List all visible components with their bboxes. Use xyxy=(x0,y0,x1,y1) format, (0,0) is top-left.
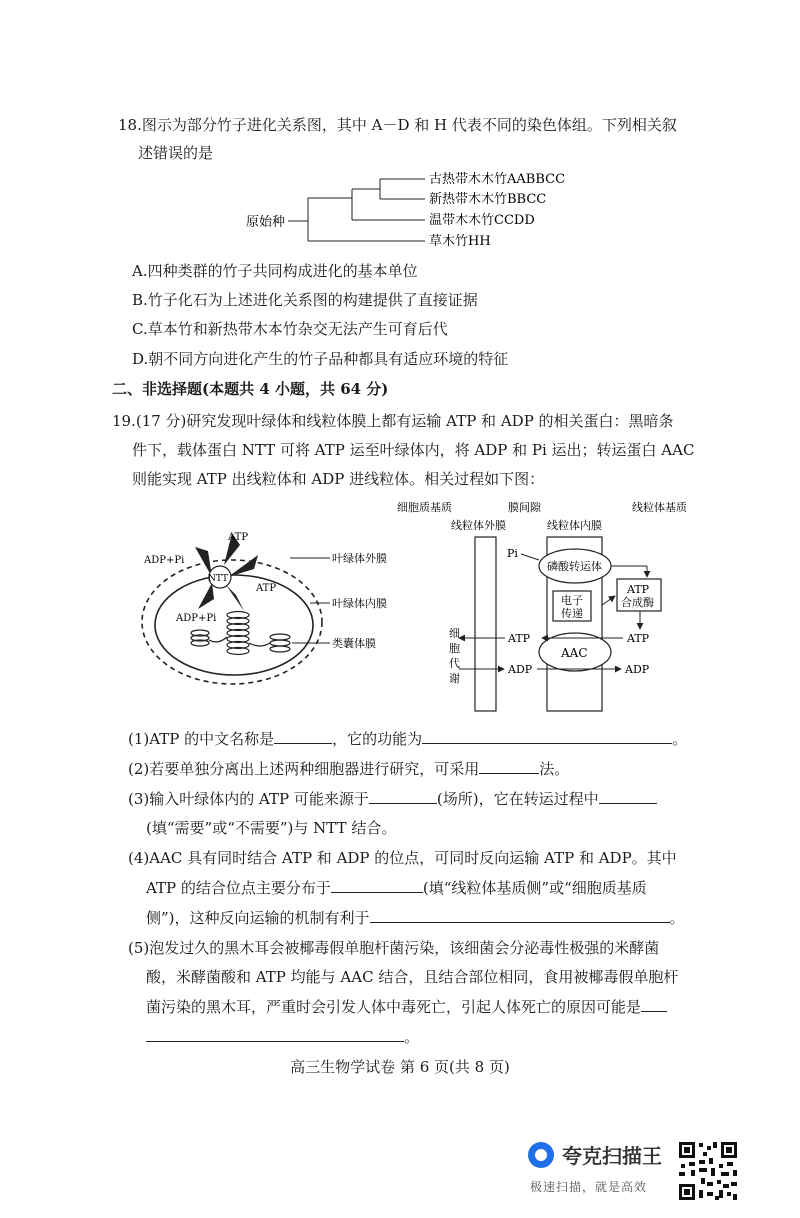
blank-3b[interactable] xyxy=(599,789,657,804)
blank-1b[interactable] xyxy=(422,729,672,744)
blank-5b[interactable] xyxy=(146,1027,404,1042)
q19-sub5-line4: 。 xyxy=(146,1026,419,1047)
mito-inner-membrane-label: 线粒体内膜 xyxy=(547,519,602,532)
outer-membrane-band xyxy=(475,537,496,711)
ntt-label: NTT xyxy=(208,574,229,584)
atp-synthase-label-1: ATP xyxy=(627,583,650,596)
thylakoid-membrane-label: 类囊体膜 xyxy=(332,637,376,650)
atp-intermembrane-label: ATP xyxy=(508,632,531,645)
blank-5a[interactable] xyxy=(641,997,667,1012)
q19-sub4-line2: ATP 的结合位点主要分布于 (填“线粒体基质侧”或“细胞质基质 xyxy=(146,879,647,897)
section-heading: 二、非选择题(本题共 4 小题，共 64 分) xyxy=(112,380,389,398)
adp-intermembrane-label: ADP xyxy=(508,663,533,676)
atp-matrix-label: ATP xyxy=(627,632,650,645)
q19-sub5-line2: 酸，米酵菌酸和 ATP 均能与 AAC 结合，且结合部位相同，食用被椰毒假单胞杆 xyxy=(146,968,679,986)
tree-leaf-4: 草木竹HH xyxy=(429,234,491,249)
cell-metabolism-label xyxy=(449,627,460,685)
adp-pi-outside-label: ADP+Pi xyxy=(144,555,185,566)
q19-sub1: (1)ATP 的中文名称是 ，它的功能为 。 xyxy=(128,730,688,748)
adp-pi-inside-label: ADP+Pi xyxy=(176,613,217,624)
q19-sub4-line3: 侧”)，这种反向运输的机制有利于 。 xyxy=(146,909,685,927)
mito-matrix-label: 线粒体基质 xyxy=(632,501,687,514)
svg-text:胞: 胞 xyxy=(449,642,460,655)
blank-4b[interactable] xyxy=(370,908,670,923)
q19-sub3-line1: (3)输入叶绿体内的 ATP 可能来源于 (场所)，它在转运过程中 xyxy=(128,788,657,809)
blank-4a[interactable] xyxy=(331,878,423,893)
mito-outer-membrane-label: 线粒体外膜 xyxy=(451,519,506,532)
electron-label-1: 电子 xyxy=(561,594,583,607)
tree-leaf-1: 古热带木木竹AABBCC xyxy=(429,172,566,187)
q19-sub4-line1: (4)AAC 具有同时结合 ATP 和 ADP 的位点，可同时反向运输 ATP 和 ADP。其中 xyxy=(128,849,677,867)
q18-option-a: A.四种类群的竹子共同构成进化的基本单位 xyxy=(132,262,418,280)
q19-sub5-line3: 菌污染的黑木耳，严重时会引发人体中毒死亡，引起人体死亡的原因可能是 xyxy=(146,996,667,1017)
svg-text:谢: 谢 xyxy=(449,672,460,685)
scanner-logo-icon xyxy=(528,1142,554,1168)
chloroplast-outer-membrane-label: 叶绿体外膜 xyxy=(332,552,387,565)
blank-1a[interactable] xyxy=(274,729,332,744)
q18-option-c: C.草本竹和新热带木本竹杂交无法产生可育后代 xyxy=(132,320,448,338)
atp-synthase-label-2: 合成酶 xyxy=(621,596,654,609)
q19-sub3-line2: (填“需要”或“不需要”)与 NTT 结合。 xyxy=(146,819,397,837)
q19-sub5-line1: (5)泡发过久的黑木耳会被椰毒假单胞杆菌污染，该细菌会分泌毒性极强的米酵菌 xyxy=(128,939,660,957)
scanner-tagline: 极速扫描，就是高效 xyxy=(530,1180,648,1194)
qr-code-icon xyxy=(677,1140,739,1202)
blank-2[interactable] xyxy=(479,759,539,774)
page-footer: 高三生物学试卷 第 6 页(共 8 页) xyxy=(290,1058,510,1076)
phylogenetic-tree xyxy=(240,168,600,254)
q19-sub2: (2)若要单独分离出上述两种细胞器进行研究，可采用 法。 xyxy=(128,760,570,778)
tree-leaf-2: 新热带木木竹BBCC xyxy=(429,192,547,207)
svg-text:细: 细 xyxy=(449,627,460,640)
adp-matrix-label: ADP xyxy=(625,663,650,676)
q19-intro-line3: 则能实现 ATP 出线粒体和 ADP 进线粒体。相关过程如下图： xyxy=(132,470,545,488)
mitochondrion-diagram xyxy=(395,497,700,717)
q19-intro-line2: 件下，载体蛋白 NTT 可将 ATP 运至叶绿体内，将 ADP 和 Pi 运出；转运蛋白 AAC xyxy=(132,441,695,459)
aac-label: AAC xyxy=(561,646,588,660)
atp-inside-label: ATP xyxy=(256,583,277,594)
tree-leaf-3: 温带木木竹CCDD xyxy=(429,213,535,228)
svg-text:代: 代 xyxy=(449,657,460,670)
q18-option-d: D.朝不同方向进化产生的竹子品种都具有适应环境的特征 xyxy=(132,350,509,368)
electron-label-2: 传递 xyxy=(561,607,583,620)
tree-root-label: 原始种 xyxy=(246,215,286,230)
scanner-brand-name: 夸克扫描王 xyxy=(562,1144,662,1168)
phosphate-transporter-label: 磷酸转运体 xyxy=(547,560,602,573)
intermembrane-space-label: 膜间隙 xyxy=(508,501,541,514)
chloroplast-inner-membrane-label: 叶绿体内膜 xyxy=(332,597,387,610)
pi-label: Pi xyxy=(507,547,518,560)
atp-outside-label: ATP xyxy=(228,532,249,543)
q18-option-b: B.竹子化石为上述进化关系图的构建提供了直接证据 xyxy=(132,291,478,309)
q19-intro-line1: 19.(17 分)研究发现叶绿体和线粒体膜上都有运输 ATP 和 ADP 的相关蛋白：黑暗条 xyxy=(112,412,674,430)
blank-3a[interactable] xyxy=(369,789,437,804)
q18-stem-line2: 述错误的是 xyxy=(138,144,214,162)
cytoplasm-matrix-label: 细胞质基质 xyxy=(397,501,452,514)
q18-stem-line1: 18.图示为部分竹子进化关系图，其中 A－D 和 H 代表不同的染色体组。下列相关叙 xyxy=(118,116,677,134)
